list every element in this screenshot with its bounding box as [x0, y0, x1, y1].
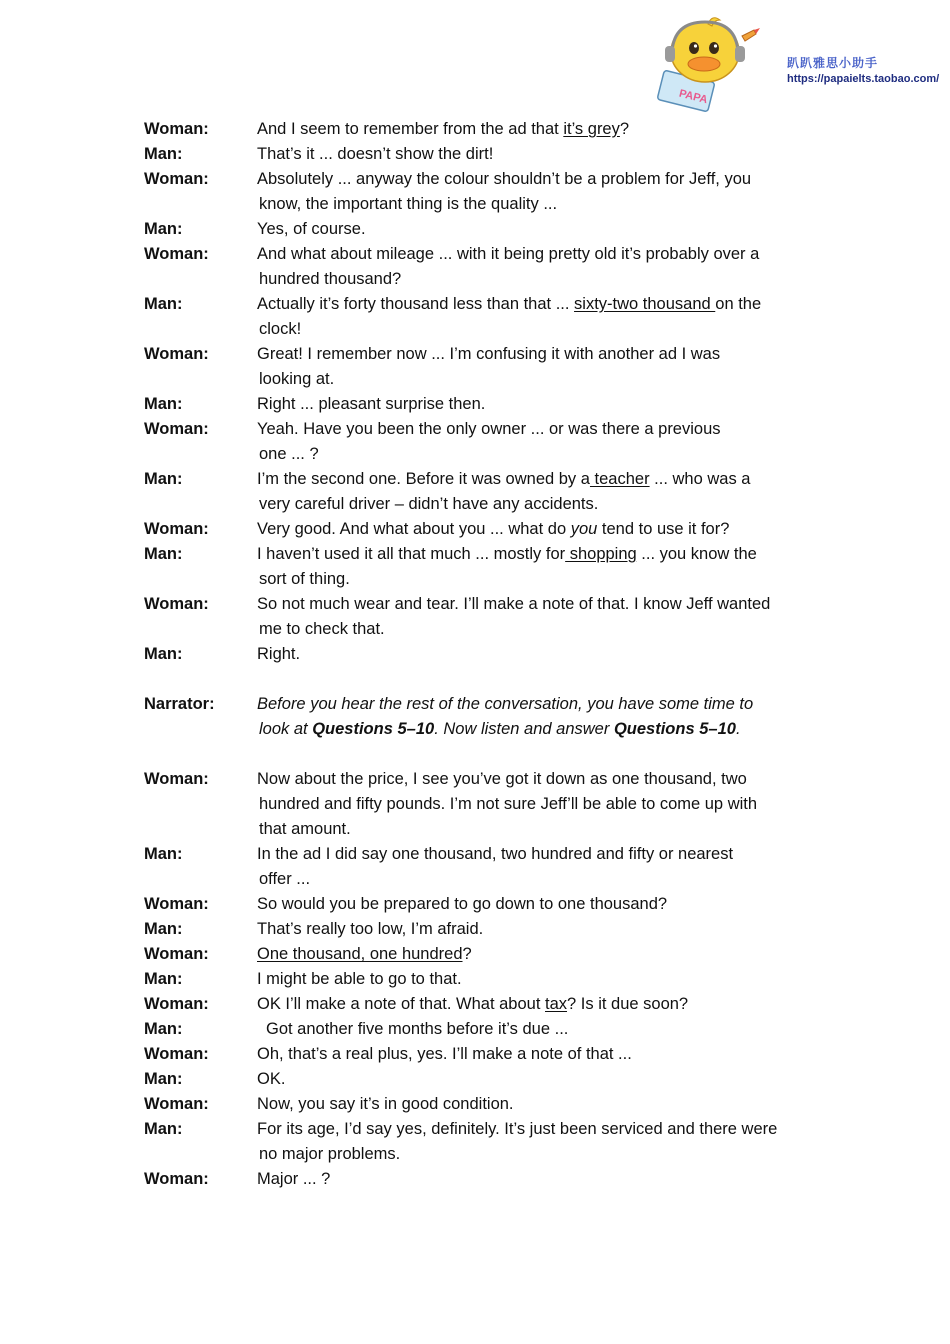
text-segment: Major ... ?	[257, 1170, 331, 1188]
transcript-row	[144, 467, 824, 517]
speaker-label: Man:	[144, 545, 183, 563]
transcript-row	[144, 1017, 824, 1042]
text-segment: very careful driver – didn’t have any accidents.	[259, 495, 599, 513]
text-segment: That’s it ... doesn’t show the dirt!	[257, 145, 494, 163]
speech-text	[257, 1017, 824, 1042]
answer-text: it’s grey	[563, 120, 620, 138]
speech-text	[257, 992, 824, 1017]
speaker-label: Woman:	[144, 420, 209, 438]
speech-text	[257, 467, 824, 517]
speech-line	[257, 867, 824, 892]
speech-line	[257, 692, 824, 717]
speaker-label: Man:	[144, 1120, 183, 1138]
text-segment: no major problems.	[259, 1145, 401, 1163]
speech-text	[257, 1067, 824, 1092]
question-ref: Questions 5–10	[312, 720, 435, 738]
text-segment: offer ...	[259, 870, 311, 888]
text-segment: tend to use it for?	[597, 520, 730, 538]
speaker-label: Narrator:	[144, 695, 215, 713]
speech-line	[257, 317, 824, 342]
speech-text	[257, 1167, 824, 1192]
transcript-row	[144, 1092, 824, 1117]
speech-text	[257, 1042, 824, 1067]
transcript-row	[144, 892, 824, 917]
transcript-row	[144, 1042, 824, 1067]
transcript-row	[144, 1117, 824, 1167]
text-segment: Great! I remember now ... I’m confusing it with another ad I was	[257, 345, 721, 363]
speech-line	[257, 1117, 824, 1142]
answer-text: sixty-two thousand	[574, 295, 716, 313]
speaker-label: Woman:	[144, 1045, 209, 1063]
text-segment: Before you hear the rest of the conversation, you have some time to	[257, 695, 754, 713]
text-segment: know, the important thing is the quality ...	[259, 195, 558, 213]
text-segment: look at	[259, 720, 313, 738]
text-segment: Yes, of course.	[257, 220, 366, 238]
speech-text	[257, 142, 824, 167]
speaker-label: Man:	[144, 920, 183, 938]
logo-text: PAPA	[677, 87, 709, 107]
speech-text	[257, 967, 824, 992]
transcript-row	[144, 117, 824, 142]
text-segment: Now about the price, I see you’ve got it down as one thousand, two	[257, 770, 747, 788]
speech-line	[257, 292, 824, 317]
transcript-row	[144, 167, 824, 217]
speech-line	[257, 617, 824, 642]
speech-text	[257, 217, 824, 242]
text-segment: ... who was a	[649, 470, 751, 488]
speech-text	[257, 242, 824, 292]
speech-line	[257, 217, 824, 242]
speech-line	[257, 517, 824, 542]
speech-text	[257, 892, 824, 917]
speaker-label: Woman:	[144, 520, 209, 538]
text-segment: .	[735, 720, 741, 738]
text-segment: Now, you say it’s in good condition.	[257, 1095, 514, 1113]
speech-text	[257, 417, 824, 467]
speech-line	[257, 767, 824, 792]
text-segment: OK.	[257, 1070, 286, 1088]
transcript-row	[144, 517, 824, 542]
speech-text	[257, 592, 824, 642]
speaker-label: Woman:	[144, 770, 209, 788]
speech-line	[257, 817, 824, 842]
text-segment: ... you know the	[636, 545, 757, 563]
speech-line	[257, 717, 824, 742]
transcript-row	[144, 967, 824, 992]
answer-text: teacher	[589, 470, 650, 488]
transcript-row	[144, 1167, 824, 1192]
speech-line	[257, 892, 824, 917]
transcript-row	[144, 992, 824, 1017]
speaker-label: Man:	[144, 220, 183, 238]
text-segment: So not much wear and tear. I’ll make a note of that. I know Jeff wanted	[257, 595, 771, 613]
speech-line	[257, 567, 824, 592]
speech-line	[257, 992, 824, 1017]
question-ref: Questions 5–10	[613, 720, 736, 738]
answer-text: tax	[545, 995, 568, 1013]
speech-line	[257, 1042, 824, 1067]
speech-text	[257, 542, 824, 592]
speaker-label: Woman:	[144, 245, 209, 263]
transcript-row	[144, 692, 824, 742]
text-segment: ?	[462, 945, 472, 963]
transcript-row	[144, 1067, 824, 1092]
speech-line	[257, 842, 824, 867]
transcript-row	[144, 642, 824, 667]
speech-text	[257, 517, 824, 542]
text-segment: sort of thing.	[259, 570, 350, 588]
transcript-row	[144, 342, 824, 392]
speech-line	[257, 542, 824, 567]
transcript-row	[144, 417, 824, 467]
text-segment: I might be able to go to that.	[257, 970, 462, 988]
speaker-label: Man:	[144, 845, 183, 863]
transcript-row	[144, 592, 824, 642]
speech-text	[257, 392, 824, 417]
text-segment: Oh, that’s a real plus, yes. I’ll make a note of that ...	[257, 1045, 632, 1063]
speech-line	[257, 167, 824, 192]
text-segment: me to check that.	[259, 620, 385, 638]
speech-line	[257, 392, 824, 417]
transcript-row	[144, 842, 824, 892]
speech-text	[257, 692, 824, 742]
text-segment: Right.	[257, 645, 301, 663]
text-segment: OK I’ll make a note of that. What about	[257, 995, 545, 1013]
speech-text	[257, 942, 824, 967]
speaker-label: Man:	[144, 470, 183, 488]
brand-name: 趴趴雅思小助手	[787, 56, 879, 70]
brand-block	[787, 56, 939, 86]
speaker-label: Woman:	[144, 1170, 209, 1188]
text-segment: you	[570, 520, 598, 538]
answer-text: shopping	[565, 545, 637, 563]
speech-text	[257, 342, 824, 392]
speech-line	[257, 967, 824, 992]
text-segment: Yeah. Have you been the only owner ... or was there a previous	[257, 420, 721, 438]
transcript-row	[144, 142, 824, 167]
speech-line	[257, 917, 824, 942]
speaker-label: Woman:	[144, 120, 209, 138]
speaker-label: Woman:	[144, 170, 209, 188]
text-segment: Actually it’s forty thousand less than that ...	[257, 295, 575, 313]
speaker-label: Man:	[144, 295, 183, 313]
speech-line	[257, 367, 824, 392]
transcript-row	[144, 392, 824, 417]
speaker-label: Man:	[144, 1020, 183, 1038]
speaker-label: Man:	[144, 395, 183, 413]
text-segment: hundred thousand?	[259, 270, 402, 288]
speech-text	[257, 842, 824, 892]
speech-text	[257, 292, 824, 342]
speech-line	[257, 417, 824, 442]
speech-line	[257, 192, 824, 217]
speaker-label: Man:	[144, 970, 183, 988]
text-segment: . Now listen and answer	[434, 720, 614, 738]
transcript-row	[144, 242, 824, 292]
text-segment: Very good. And what about you ... what do	[257, 520, 571, 538]
speaker-label: Man:	[144, 1070, 183, 1088]
speech-line	[257, 442, 824, 467]
transcript-row	[144, 942, 824, 967]
speaker-label: Woman:	[144, 1095, 209, 1113]
text-segment: Right ... pleasant surprise then.	[257, 395, 486, 413]
text-segment: ? Is it due soon?	[567, 995, 689, 1013]
transcript-row	[144, 917, 824, 942]
speech-text	[257, 117, 824, 142]
transcript-row	[144, 292, 824, 342]
speech-line	[257, 492, 824, 517]
duck-mascot-logo	[650, 14, 768, 114]
speaker-label: Woman:	[144, 995, 209, 1013]
speech-text	[257, 1092, 824, 1117]
speech-text	[257, 167, 824, 217]
speech-line	[257, 1067, 824, 1092]
speech-line	[257, 1092, 824, 1117]
text-segment: clock!	[259, 320, 302, 338]
text-segment: In the ad I did say one thousand, two hundred and fifty or nearest	[257, 845, 734, 863]
speech-line	[257, 1142, 824, 1167]
speech-line	[257, 242, 824, 267]
speaker-label: Woman:	[144, 595, 209, 613]
speech-line	[257, 1017, 824, 1042]
text-segment: ?	[619, 120, 630, 138]
speaker-label: Woman:	[144, 895, 209, 913]
transcript-row	[144, 542, 824, 592]
speaker-label: Woman:	[144, 345, 209, 363]
text-segment: looking at.	[259, 370, 335, 388]
speech-text	[257, 917, 824, 942]
text-segment: That’s really too low, I’m afraid.	[257, 920, 484, 938]
speech-line	[257, 642, 824, 667]
speech-line	[257, 942, 824, 967]
text-segment: I’m the second one. Before it was owned by a	[257, 470, 590, 488]
speaker-label: Woman:	[144, 945, 209, 963]
text-segment: So would you be prepared to go down to one thousand?	[257, 895, 668, 913]
brand-url: https://papaielts.taobao.com/	[787, 73, 940, 85]
speech-line	[257, 117, 824, 142]
speech-text	[257, 642, 824, 667]
text-segment: on the	[715, 295, 762, 313]
speech-line	[257, 342, 824, 367]
text-segment: For its age, I’d say yes, definitely. It’s just been serviced and there were	[257, 1120, 778, 1138]
speech-line	[257, 592, 824, 617]
speech-line	[257, 142, 824, 167]
speech-line	[257, 467, 824, 492]
transcript-row	[144, 217, 824, 242]
text-segment: Got another five months before it’s due ...	[266, 1020, 569, 1038]
transcript	[144, 117, 824, 1192]
transcript-row	[144, 767, 824, 842]
text-segment: And I seem to remember from the ad that	[257, 120, 564, 138]
speaker-label: Man:	[144, 145, 183, 163]
text-segment: hundred and fifty pounds. I’m not sure Jeff’ll be able to come up with	[259, 795, 758, 813]
speech-line	[257, 792, 824, 817]
text-segment: Absolutely ... anyway the colour shouldn’t be a problem for Jeff, you	[257, 170, 752, 188]
text-segment: that amount.	[259, 820, 351, 838]
answer-text: One thousand, one hundred	[257, 945, 463, 963]
text-segment: And what about mileage ... with it being pretty old it’s probably over a	[257, 245, 760, 263]
speech-line	[257, 1167, 824, 1192]
text-segment: I haven’t used it all that much ... mostly for	[257, 545, 566, 563]
speech-text	[257, 1117, 824, 1167]
text-segment: one ... ?	[259, 445, 319, 463]
speaker-label: Man:	[144, 645, 183, 663]
speech-line	[257, 267, 824, 292]
speech-text	[257, 767, 824, 842]
